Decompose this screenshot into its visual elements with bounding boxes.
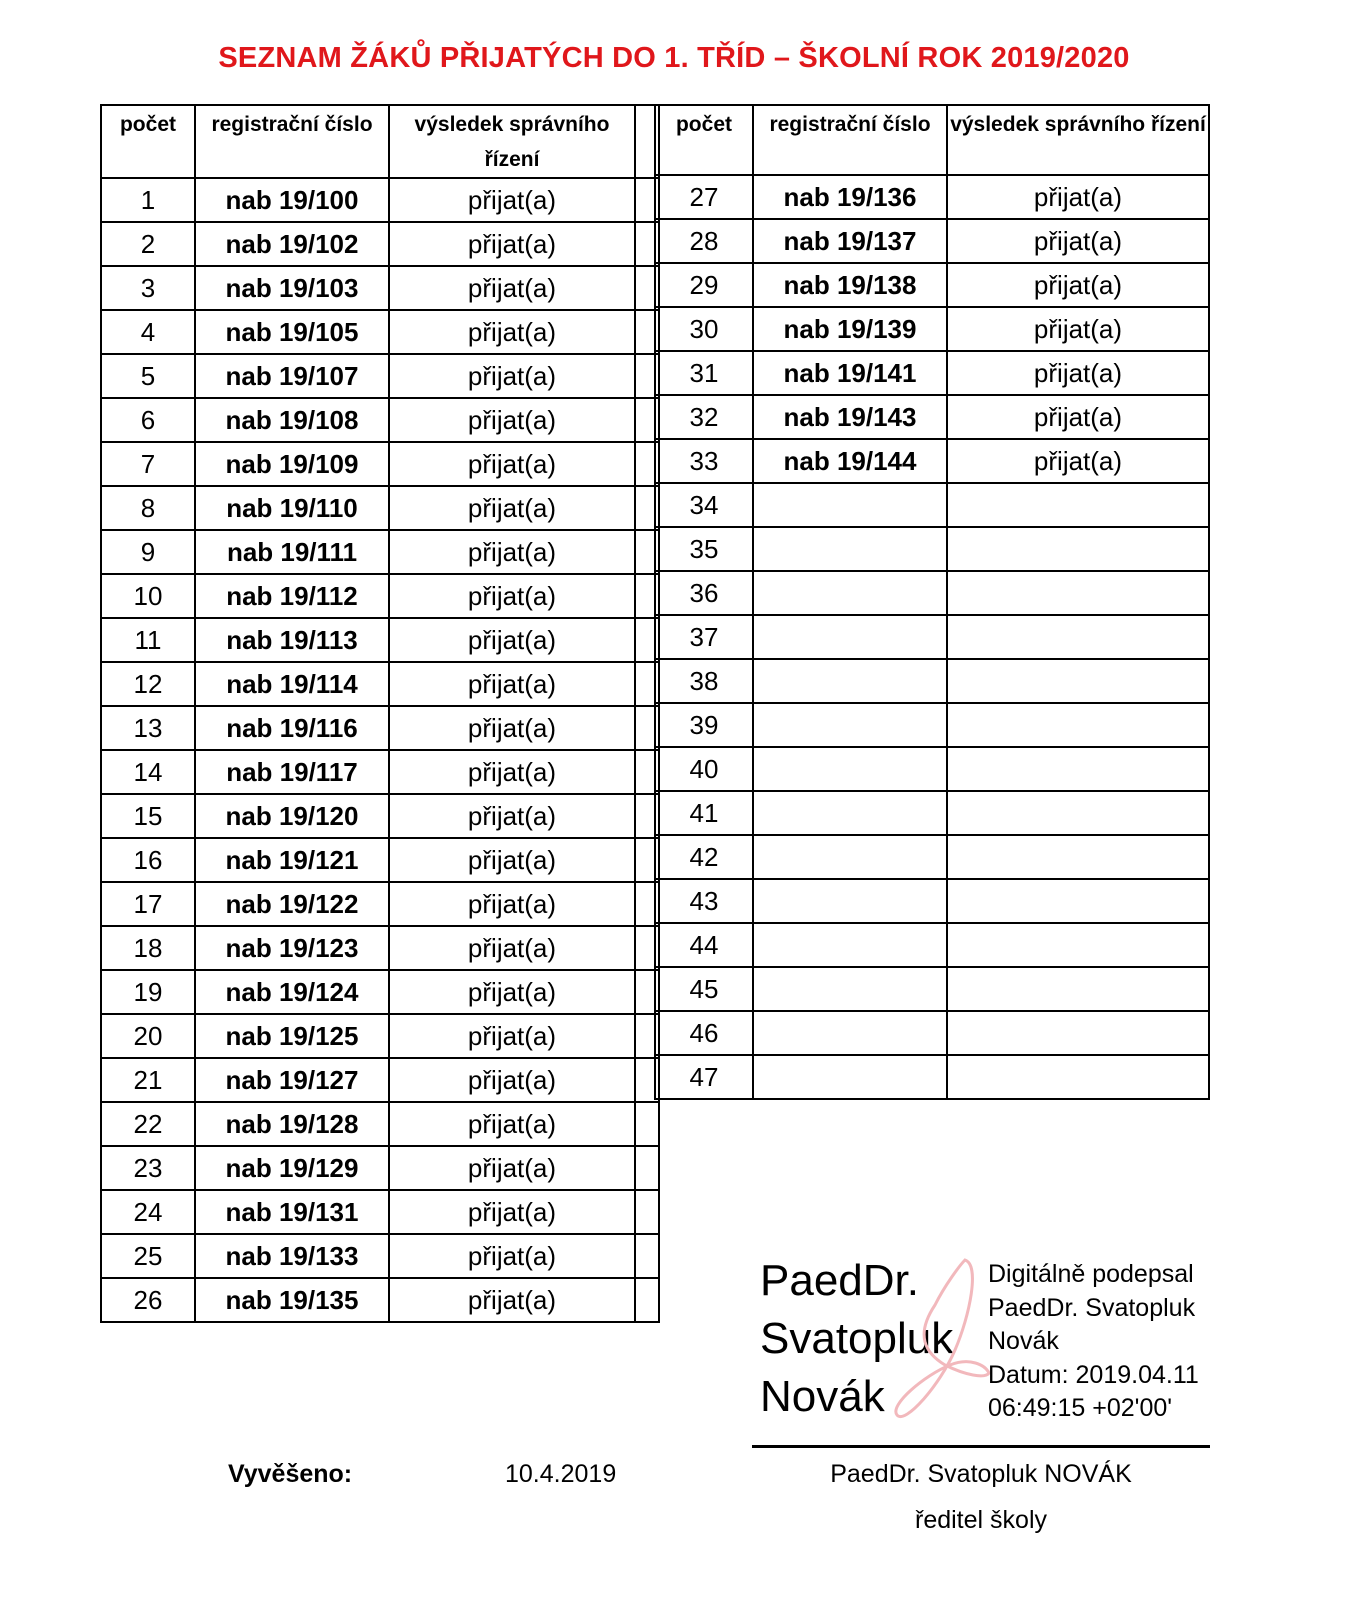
row-count: 18 xyxy=(101,926,195,970)
row-registration xyxy=(753,571,947,615)
row-result: přijat(a) xyxy=(389,926,635,970)
row-registration: nab 19/144 xyxy=(753,439,947,483)
row-count: 37 xyxy=(655,615,753,659)
table-row xyxy=(655,615,1209,659)
column-gap xyxy=(635,1234,659,1278)
row-result: přijat(a) xyxy=(389,398,635,442)
row-registration: nab 19/120 xyxy=(195,794,389,838)
row-registration: nab 19/135 xyxy=(195,1278,389,1322)
row-count: 10 xyxy=(101,574,195,618)
row-registration: nab 19/124 xyxy=(195,970,389,1014)
header-count: počet xyxy=(101,105,195,178)
table-row xyxy=(655,483,1209,527)
row-count: 41 xyxy=(655,791,753,835)
table-row xyxy=(101,1102,659,1146)
row-count: 12 xyxy=(101,662,195,706)
row-registration: nab 19/141 xyxy=(753,351,947,395)
row-count: 2 xyxy=(101,222,195,266)
row-result: přijat(a) xyxy=(947,439,1209,483)
row-count: 31 xyxy=(655,351,753,395)
row-registration xyxy=(753,835,947,879)
signature-name-line: Novák xyxy=(760,1372,885,1421)
column-gap xyxy=(635,1278,659,1322)
signature-detail-line: PaedDr. Svatopluk xyxy=(988,1293,1196,1322)
row-result: přijat(a) xyxy=(389,530,635,574)
row-registration xyxy=(753,1011,947,1055)
table-row xyxy=(101,1146,659,1190)
row-registration: nab 19/123 xyxy=(195,926,389,970)
row-registration xyxy=(753,659,947,703)
row-count: 34 xyxy=(655,483,753,527)
table-row xyxy=(655,791,1209,835)
row-count: 28 xyxy=(655,219,753,263)
row-registration: nab 19/122 xyxy=(195,882,389,926)
row-result xyxy=(947,1055,1209,1099)
row-registration xyxy=(753,879,947,923)
row-registration: nab 19/131 xyxy=(195,1190,389,1234)
table-row xyxy=(655,835,1209,879)
row-result: přijat(a) xyxy=(389,838,635,882)
row-result xyxy=(947,1011,1209,1055)
table-row xyxy=(655,1011,1209,1055)
table-row xyxy=(655,307,1209,351)
row-registration: nab 19/107 xyxy=(195,354,389,398)
row-count: 36 xyxy=(655,571,753,615)
row-count: 30 xyxy=(655,307,753,351)
row-result xyxy=(947,483,1209,527)
row-count: 47 xyxy=(655,1055,753,1099)
row-registration xyxy=(753,1055,947,1099)
table-row xyxy=(655,571,1209,615)
table-row xyxy=(101,574,659,618)
row-result: přijat(a) xyxy=(389,442,635,486)
row-result xyxy=(947,527,1209,571)
row-result: přijat(a) xyxy=(389,178,635,222)
row-result: přijat(a) xyxy=(389,794,635,838)
row-count: 21 xyxy=(101,1058,195,1102)
row-count: 38 xyxy=(655,659,753,703)
row-registration: nab 19/139 xyxy=(753,307,947,351)
row-count: 25 xyxy=(101,1234,195,1278)
row-count: 9 xyxy=(101,530,195,574)
row-result: přijat(a) xyxy=(947,307,1209,351)
signature-detail-line: Novák xyxy=(988,1327,1059,1356)
row-registration xyxy=(753,527,947,571)
table-row xyxy=(655,527,1209,571)
row-count: 11 xyxy=(101,618,195,662)
row-result: přijat(a) xyxy=(947,395,1209,439)
row-count: 8 xyxy=(101,486,195,530)
director-name: PaedDr. Svatopluk NOVÁK xyxy=(830,1460,1132,1488)
row-result: přijat(a) xyxy=(389,222,635,266)
row-result: přijat(a) xyxy=(389,266,635,310)
row-result: přijat(a) xyxy=(389,1102,635,1146)
row-result: přijat(a) xyxy=(389,706,635,750)
signature-details xyxy=(988,1258,1199,1426)
table-row xyxy=(101,706,659,750)
row-count: 17 xyxy=(101,882,195,926)
table-row xyxy=(101,1014,659,1058)
row-registration: nab 19/111 xyxy=(195,530,389,574)
row-registration: nab 19/103 xyxy=(195,266,389,310)
row-count: 22 xyxy=(101,1102,195,1146)
signature-detail-line: Digitálně podepsal xyxy=(988,1260,1194,1288)
table-row xyxy=(655,659,1209,703)
table-row xyxy=(101,1190,659,1234)
table-row xyxy=(655,923,1209,967)
table-row xyxy=(101,618,659,662)
table-row xyxy=(655,747,1209,791)
row-registration: nab 19/100 xyxy=(195,178,389,222)
table-row xyxy=(101,222,659,266)
row-count: 23 xyxy=(101,1146,195,1190)
header-count: počet xyxy=(655,105,753,175)
table-row xyxy=(655,703,1209,747)
table-row xyxy=(101,1234,659,1278)
row-result: přijat(a) xyxy=(389,1058,635,1102)
row-count: 43 xyxy=(655,879,753,923)
table-row xyxy=(655,219,1209,263)
row-count: 14 xyxy=(101,750,195,794)
row-result: přijat(a) xyxy=(389,486,635,530)
row-result xyxy=(947,791,1209,835)
row-count: 40 xyxy=(655,747,753,791)
row-registration: nab 19/129 xyxy=(195,1146,389,1190)
row-count: 45 xyxy=(655,967,753,1011)
signature-line xyxy=(752,1445,1210,1448)
row-result: přijat(a) xyxy=(389,750,635,794)
row-result: přijat(a) xyxy=(389,574,635,618)
table-row xyxy=(101,398,659,442)
column-gap xyxy=(635,1146,659,1190)
row-result: přijat(a) xyxy=(947,175,1209,219)
table-row xyxy=(101,882,659,926)
header-result: výsledek správního řízení xyxy=(947,105,1209,175)
table-row xyxy=(655,263,1209,307)
table-row xyxy=(655,395,1209,439)
posted-label: Vyvěšeno: xyxy=(228,1460,353,1488)
table-row xyxy=(655,439,1209,483)
row-registration: nab 19/112 xyxy=(195,574,389,618)
row-result xyxy=(947,967,1209,1011)
table-row xyxy=(101,442,659,486)
row-registration: nab 19/128 xyxy=(195,1102,389,1146)
row-count: 4 xyxy=(101,310,195,354)
table-row xyxy=(101,354,659,398)
row-result xyxy=(947,923,1209,967)
row-count: 32 xyxy=(655,395,753,439)
row-registration: nab 19/127 xyxy=(195,1058,389,1102)
row-count: 44 xyxy=(655,923,753,967)
row-result: přijat(a) xyxy=(389,662,635,706)
row-registration: nab 19/114 xyxy=(195,662,389,706)
row-result xyxy=(947,747,1209,791)
row-registration: nab 19/136 xyxy=(753,175,947,219)
table-row xyxy=(101,266,659,310)
row-count: 26 xyxy=(101,1278,195,1322)
row-result: přijat(a) xyxy=(389,354,635,398)
row-registration: nab 19/117 xyxy=(195,750,389,794)
header-registration: registrační číslo xyxy=(195,105,389,178)
row-count: 13 xyxy=(101,706,195,750)
row-count: 35 xyxy=(655,527,753,571)
row-result: přijat(a) xyxy=(389,1014,635,1058)
row-count: 5 xyxy=(101,354,195,398)
row-result xyxy=(947,571,1209,615)
row-registration xyxy=(753,967,947,1011)
column-gap xyxy=(635,1102,659,1146)
row-count: 39 xyxy=(655,703,753,747)
row-count: 16 xyxy=(101,838,195,882)
header-registration: registrační číslo xyxy=(753,105,947,175)
table-row xyxy=(101,1278,659,1322)
row-result: přijat(a) xyxy=(389,1146,635,1190)
row-count: 3 xyxy=(101,266,195,310)
row-count: 27 xyxy=(655,175,753,219)
row-count: 19 xyxy=(101,970,195,1014)
table-row xyxy=(655,879,1209,923)
row-registration: nab 19/143 xyxy=(753,395,947,439)
row-result: přijat(a) xyxy=(389,882,635,926)
row-count: 20 xyxy=(101,1014,195,1058)
row-count: 7 xyxy=(101,442,195,486)
document-title: SEZNAM ŽÁKŮ PŘIJATÝCH DO 1. TŘÍD – ŠKOLNÍ ROK 2019/2020 xyxy=(218,42,1130,74)
table-row xyxy=(101,662,659,706)
row-registration: nab 19/138 xyxy=(753,263,947,307)
header-result: výsledek správního řízení xyxy=(389,105,635,178)
signature-name-line: PaedDr. xyxy=(760,1256,919,1305)
column-gap xyxy=(635,1190,659,1234)
table-row xyxy=(101,750,659,794)
row-result: přijat(a) xyxy=(389,1190,635,1234)
table-header-row xyxy=(101,105,659,178)
row-registration xyxy=(753,615,947,659)
row-count: 1 xyxy=(101,178,195,222)
row-result: přijat(a) xyxy=(947,351,1209,395)
table-row xyxy=(101,530,659,574)
signature-detail-line: Datum: 2019.04.11 xyxy=(988,1360,1199,1389)
row-registration: nab 19/137 xyxy=(753,219,947,263)
table-row xyxy=(101,926,659,970)
table-row xyxy=(655,351,1209,395)
row-count: 33 xyxy=(655,439,753,483)
row-registration xyxy=(753,747,947,791)
students-table-right xyxy=(654,104,1210,1100)
row-registration: nab 19/108 xyxy=(195,398,389,442)
row-registration: nab 19/102 xyxy=(195,222,389,266)
row-result: přijat(a) xyxy=(947,263,1209,307)
row-registration: nab 19/125 xyxy=(195,1014,389,1058)
table-row xyxy=(655,175,1209,219)
signature-detail-line: 06:49:15 +02'00' xyxy=(988,1394,1173,1423)
director-role: ředitel školy xyxy=(915,1506,1047,1534)
table-row xyxy=(101,794,659,838)
row-result xyxy=(947,703,1209,747)
table-row xyxy=(101,310,659,354)
row-result: přijat(a) xyxy=(389,1278,635,1322)
row-result xyxy=(947,835,1209,879)
row-registration xyxy=(753,791,947,835)
signature-name-line: Svatopluk xyxy=(760,1314,954,1363)
row-count: 29 xyxy=(655,263,753,307)
table-row xyxy=(101,838,659,882)
row-registration xyxy=(753,703,947,747)
row-registration xyxy=(753,923,947,967)
table-row xyxy=(101,970,659,1014)
row-result: přijat(a) xyxy=(389,310,635,354)
row-registration: nab 19/133 xyxy=(195,1234,389,1278)
table-row xyxy=(101,178,659,222)
row-result xyxy=(947,659,1209,703)
row-registration: nab 19/110 xyxy=(195,486,389,530)
row-registration xyxy=(753,483,947,527)
table-row xyxy=(101,1058,659,1102)
row-count: 6 xyxy=(101,398,195,442)
row-result: přijat(a) xyxy=(389,618,635,662)
row-count: 15 xyxy=(101,794,195,838)
row-registration: nab 19/116 xyxy=(195,706,389,750)
row-result xyxy=(947,879,1209,923)
table-row xyxy=(655,1055,1209,1099)
row-registration: nab 19/113 xyxy=(195,618,389,662)
digital-signature-icon xyxy=(885,1255,995,1435)
row-registration: nab 19/121 xyxy=(195,838,389,882)
table-header-row xyxy=(655,105,1209,175)
row-count: 24 xyxy=(101,1190,195,1234)
row-registration: nab 19/109 xyxy=(195,442,389,486)
row-result: přijat(a) xyxy=(947,219,1209,263)
row-result: přijat(a) xyxy=(389,1234,635,1278)
row-count: 42 xyxy=(655,835,753,879)
table-row xyxy=(655,967,1209,1011)
row-registration: nab 19/105 xyxy=(195,310,389,354)
students-table-left xyxy=(100,104,660,1323)
table-row xyxy=(101,486,659,530)
row-result xyxy=(947,615,1209,659)
row-result: přijat(a) xyxy=(389,970,635,1014)
row-count: 46 xyxy=(655,1011,753,1055)
posted-date: 10.4.2019 xyxy=(505,1460,617,1488)
